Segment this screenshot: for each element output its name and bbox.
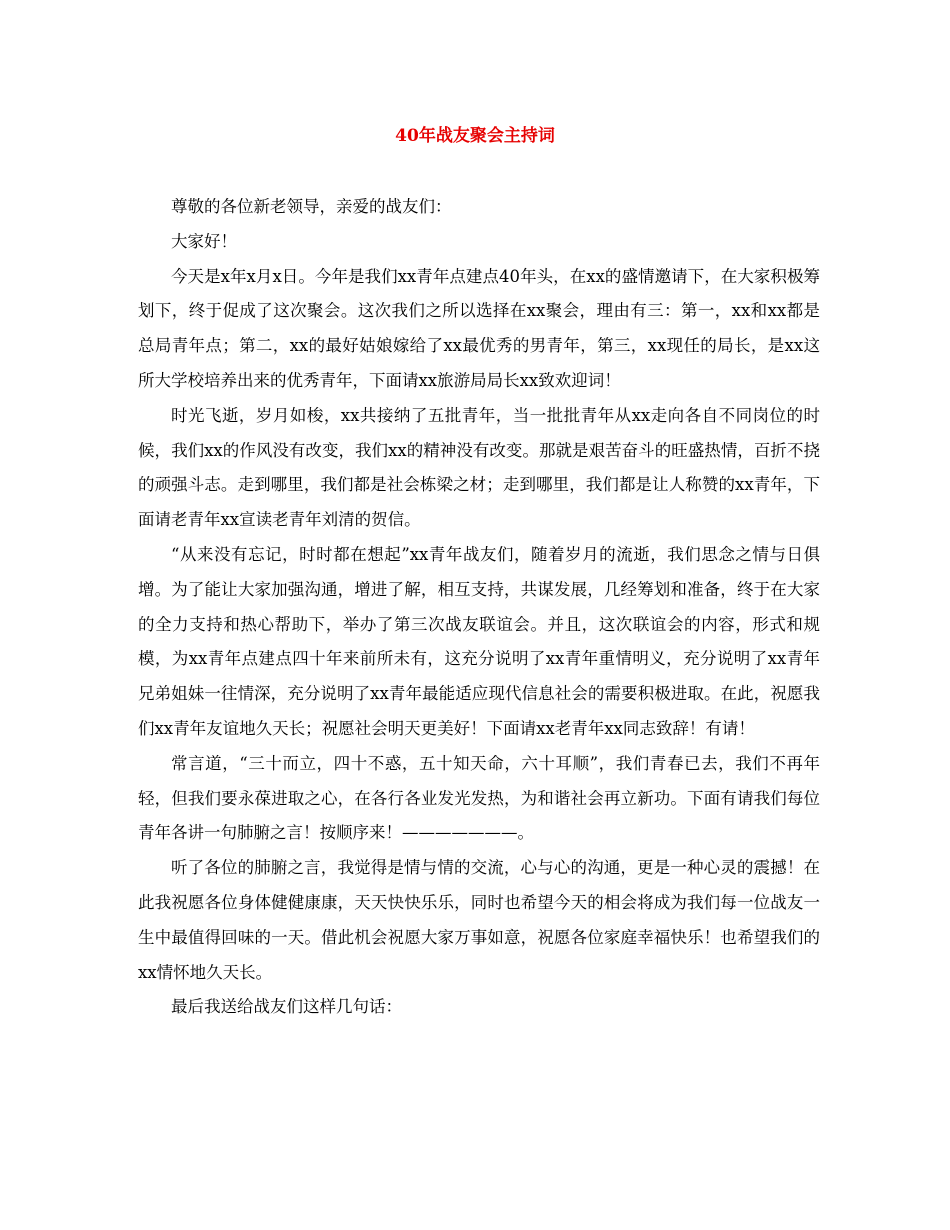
document-body xyxy=(138,190,820,1025)
paragraph-opening: 今天是x年x月x日。今年是我们xx青年点建点40年头，在xx的盛情邀请下，在大家积极筹划下，终于促成了这次聚会。这次我们之所以选择在xx聚会，理由有三：第一，xx和xx都是总局青年点；第二，xx的最好姑娘嫁给了xx最优秀的男青年，第三，xx现任的局长，是xx这所大学校培养出来的优秀青年，下面请xx旅游局局长xx致欢迎词！ xyxy=(138,266,820,390)
paragraph-time-flies: 时光飞逝，岁月如梭，xx共接纳了五批青年，当一批批青年从xx走向各自不同岗位的时候，我们xx的作风没有改变，我们xx的精神没有改变。那就是艰苦奋斗的旺盛热情，百折不挠的顽强斗志。走到哪里，我们都是社会栋梁之材；走到哪里，我们都是让人称赞的xx青年，下面请老青年xx宣读老青年刘清的贺信。 xyxy=(138,405,820,530)
paragraph-heartfelt: 听了各位的肺腑之言，我觉得是情与情的交流，心与心的沟通，更是一种心灵的震撼！在此我祝愿各位身体健健康康，天天快快乐乐，同时也希望今天的相会将成为我们每一位战友一生中最值得回味的一天。借此机会祝愿大家万事如意，祝愿各位家庭幸福快乐！也希望我们的xx情怀地久天长。 xyxy=(138,858,820,982)
paragraph-greeting: 尊敬的各位新老领导，亲爱的战友们： xyxy=(171,197,452,216)
paragraph-never-forget: “从来没有忘记，时时都在想起”xx青年战友们，随着岁月的流逝，我们思念之情与日俱增。为了能让大家加强沟通，增进了解，相互支持，共谋发展，几经筹划和准备，终于在大家的全力支持和热心帮助下，举办了第三次战友联谊会。并且，这次联谊会的内容，形式和规模，为xx青年点建点四十年来前所未有，这充分说明了xx青年重情明义，充分说明了xx青年兄弟姐妹一往情深，充分说明了xx青年最能适应现代信息社会的需要积极进取。在此，祝愿我们xx青年友谊地久天长；祝愿社会明天更美好！下面请xx老青年xx同志致辞！有请！ xyxy=(138,544,820,738)
document-title: 40年战友聚会主持词 xyxy=(395,126,555,146)
paragraph-closing: 最后我送给战友们这样几句话： xyxy=(171,997,402,1017)
paragraph-hello: 大家好！ xyxy=(171,231,237,251)
paragraph-saying: 常言道，“三十而立，四十不惑，五十知天命，六十耳顺”，我们青春已去，我们不再年轻，但我们要永葆进取之心，在各行各业发光发热，为和谐社会再立新功。下面有请我们每位青年各讲一句肺腑之言！按顺序来！———————。 xyxy=(138,753,820,843)
